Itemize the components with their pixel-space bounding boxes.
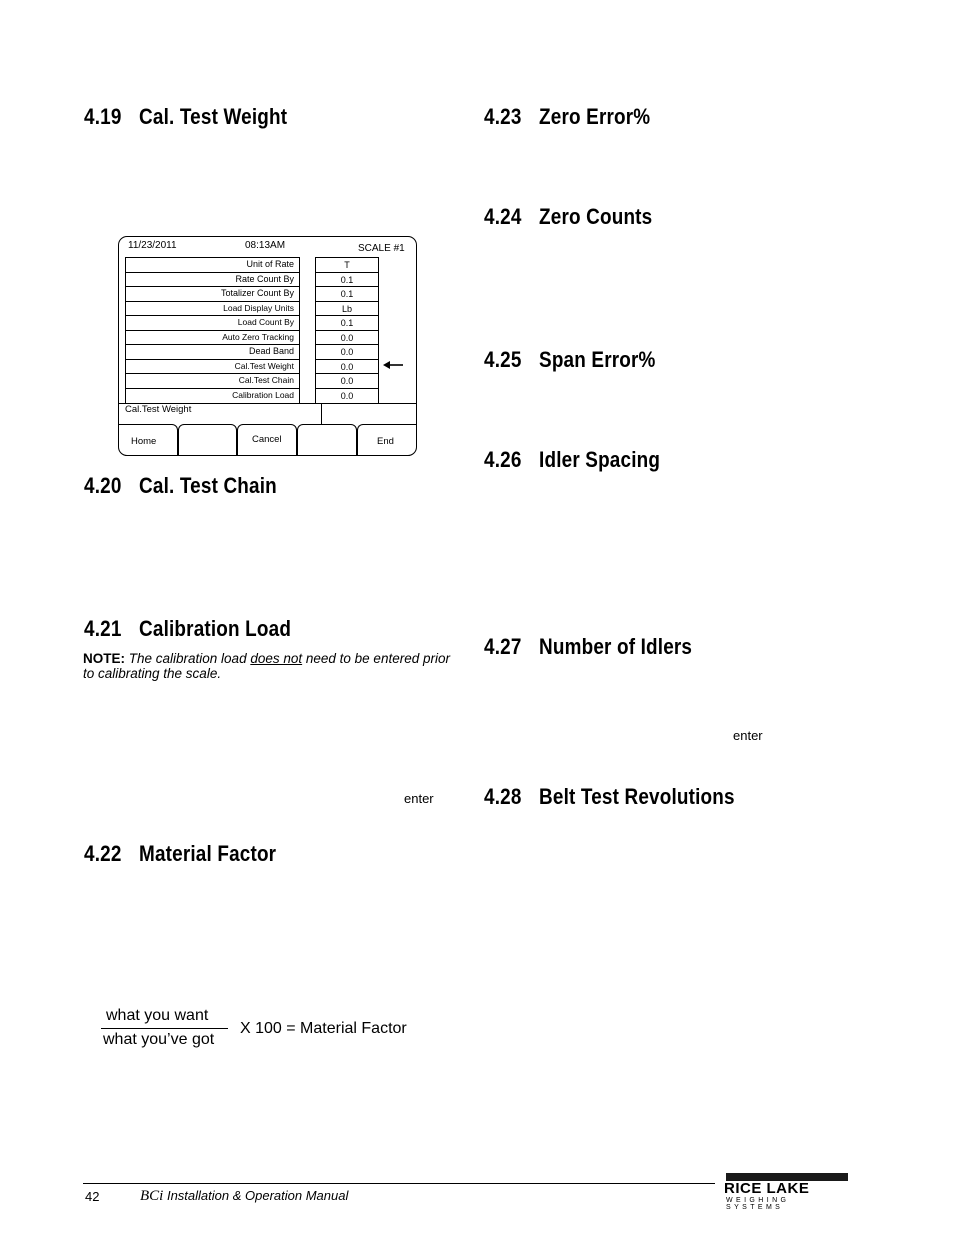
note-emphasis: does not xyxy=(250,651,303,666)
section-title: Zero Error% xyxy=(539,104,651,129)
section-number: 4.25 xyxy=(484,347,522,372)
section-number: 4.22 xyxy=(84,841,122,866)
section-number: 4.21 xyxy=(84,616,122,641)
param-label[interactable]: Totalizer Count By xyxy=(126,287,299,302)
home-softkey-label: Home xyxy=(131,436,157,447)
heading-4-22 xyxy=(84,841,276,867)
param-value[interactable]: T xyxy=(316,258,378,273)
section-number: 4.27 xyxy=(484,634,522,659)
heading-4-26 xyxy=(484,447,660,473)
footer-rule xyxy=(83,1183,715,1184)
selected-parameter-text: Cal.Test Weight xyxy=(125,404,192,415)
end-softkey-label: End xyxy=(377,436,394,447)
param-value[interactable]: 0.0 xyxy=(340,390,354,401)
param-value[interactable]: 0.1 xyxy=(316,316,378,331)
formula-numerator: what you want xyxy=(106,1007,209,1024)
param-value[interactable]: 0.0 xyxy=(316,374,378,389)
parameter-value-list xyxy=(315,257,379,404)
heading-4-28 xyxy=(484,784,735,810)
heading-4-27 xyxy=(484,634,692,660)
heading-4-25 xyxy=(484,347,656,373)
param-value[interactable]: 0.0 xyxy=(316,345,378,360)
product-name: BCi xyxy=(140,1188,164,1204)
logo-subtitle: WEIGHING SYSTEMS xyxy=(726,1197,790,1211)
enter-key-text: enter xyxy=(733,728,763,743)
param-label[interactable]: Dead Band xyxy=(126,345,299,360)
formula-denominator: what you’ve got xyxy=(103,1031,215,1048)
cancel-softkey-label: Cancel xyxy=(252,434,282,445)
section-title: Idler Spacing xyxy=(539,447,661,472)
screen-time: 08:13AM xyxy=(245,240,286,251)
param-label[interactable]: Auto Zero Tracking xyxy=(126,331,299,346)
param-label[interactable]: Unit of Rate xyxy=(126,258,299,273)
enter-key-text: enter xyxy=(404,791,434,806)
formula-result: X 100 = Material Factor xyxy=(240,1020,407,1037)
param-label[interactable]: Load Count By xyxy=(126,316,299,331)
end-softkey[interactable] xyxy=(357,424,416,456)
settings-screen-mockup xyxy=(118,236,417,456)
heading-4-24 xyxy=(484,204,652,230)
section-number: 4.19 xyxy=(84,104,122,129)
screen-scale-label: SCALE #1 xyxy=(358,243,405,254)
param-label[interactable]: Load Display Units xyxy=(126,302,299,317)
page-number: 42 xyxy=(85,1189,100,1204)
param-value-selected[interactable]: 0.0 xyxy=(316,360,378,375)
parameter-label-list xyxy=(125,257,300,404)
logo-name: RICE LAKE xyxy=(724,1180,810,1197)
param-label-selected[interactable]: Cal.Test Weight xyxy=(126,360,299,375)
param-label[interactable]: Calibration Load xyxy=(232,389,294,400)
note-text-2: need to be entered prior to calibrating the scale. xyxy=(83,651,450,681)
heading-4-19 xyxy=(84,104,287,130)
selection-bar xyxy=(119,403,416,423)
blank-softkey-4[interactable] xyxy=(297,424,357,456)
param-value[interactable]: 0.1 xyxy=(316,287,378,302)
heading-4-21 xyxy=(84,616,291,642)
section-title: Belt Test Revolutions xyxy=(539,784,735,809)
manual-name: Installation & Operation Manual xyxy=(163,1188,349,1203)
heading-4-20 xyxy=(84,473,277,499)
section-title: Cal. Test Weight xyxy=(139,104,288,129)
divider xyxy=(321,404,322,424)
section-number: 4.28 xyxy=(484,784,522,809)
home-softkey[interactable] xyxy=(119,424,178,456)
fraction-bar xyxy=(101,1028,228,1029)
param-label[interactable]: Cal.Test Chain xyxy=(126,374,299,389)
section-title: Material Factor xyxy=(139,841,277,866)
section-title: Calibration Load xyxy=(139,616,292,641)
section-title: Number of Idlers xyxy=(539,634,693,659)
heading-4-23 xyxy=(484,104,650,130)
blank-softkey-2[interactable] xyxy=(178,424,237,456)
section-title: Cal. Test Chain xyxy=(139,473,277,498)
left-arrow-icon xyxy=(383,359,403,371)
calibration-note xyxy=(83,651,459,681)
param-value[interactable]: Lb xyxy=(316,302,378,317)
manual-title xyxy=(140,1188,348,1205)
section-number: 4.20 xyxy=(84,473,122,498)
note-text-1: The calibration load xyxy=(125,651,251,666)
note-label: NOTE: xyxy=(83,651,125,666)
param-value[interactable]: 0.1 xyxy=(316,273,378,288)
section-number: 4.24 xyxy=(484,204,522,229)
section-number: 4.23 xyxy=(484,104,522,129)
param-label[interactable]: Rate Count By xyxy=(126,273,299,288)
section-title: Span Error% xyxy=(539,347,656,372)
cancel-softkey[interactable] xyxy=(237,424,297,456)
section-title: Zero Counts xyxy=(539,204,653,229)
section-number: 4.26 xyxy=(484,447,522,472)
param-value[interactable]: 0.0 xyxy=(316,331,378,346)
rice-lake-logo xyxy=(722,1173,850,1211)
screen-date: 11/23/2011 xyxy=(128,240,177,251)
